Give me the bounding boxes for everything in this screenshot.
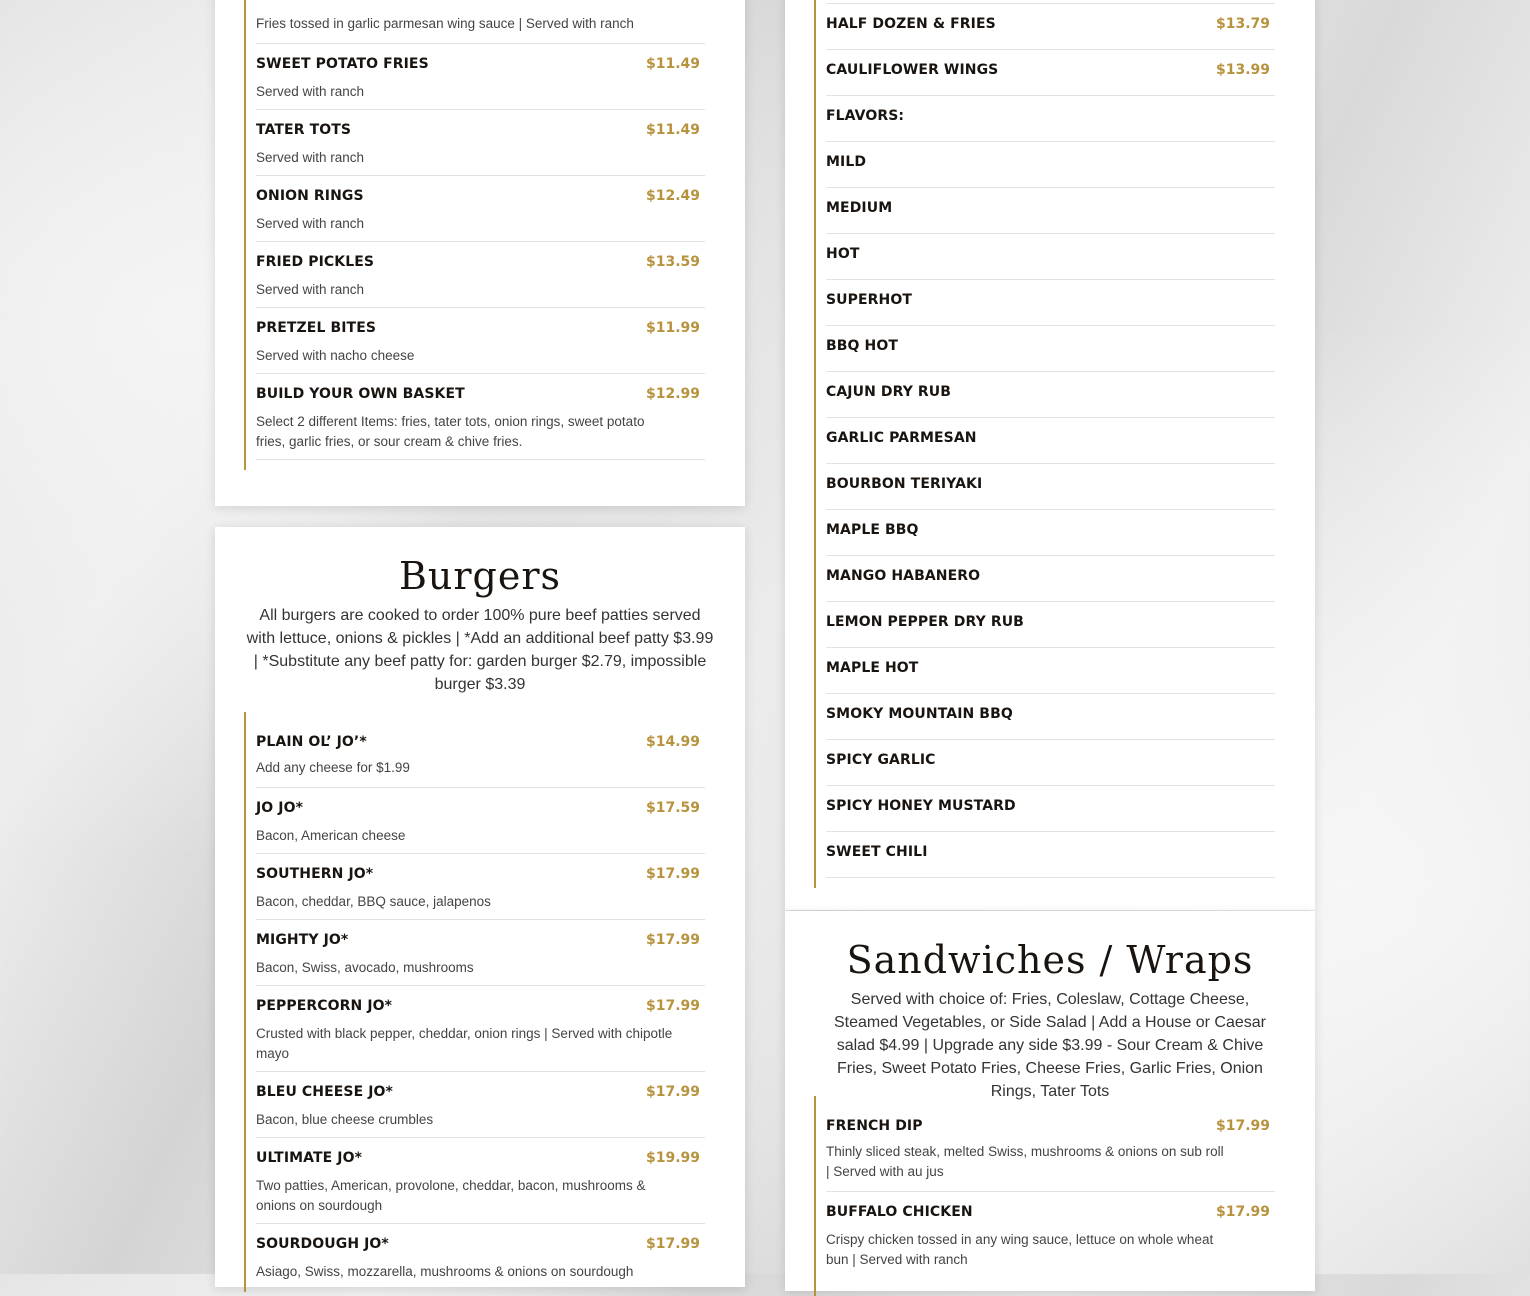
item-desc: Fries tossed in garlic parmesan wing sauce | Served with ranch [256, 16, 634, 31]
burgers-panel [215, 527, 745, 1287]
menu-item [256, 712, 705, 788]
item-name: SMOKY MOUNTAIN BBQ [826, 706, 1013, 722]
item-desc: Served with ranch [256, 150, 365, 165]
item-name: ULTIMATE JO* [256, 1150, 363, 1166]
flavor-item [826, 280, 1275, 326]
menu-item [256, 242, 705, 308]
item-price: $13.79 [1215, 16, 1270, 32]
item-name: MIGHTY JO* [256, 932, 349, 948]
item-desc: Served with ranch [256, 216, 365, 231]
sandwiches-panel [785, 911, 1315, 1291]
flavor-item [826, 372, 1275, 418]
item-name: SUPERHOT [826, 292, 913, 308]
item-desc: Bacon, Swiss, avocado, mushrooms [256, 960, 474, 975]
item-desc: Served with ranch [256, 84, 365, 99]
item-desc: Bacon, cheddar, BBQ sauce, jalapenos [256, 894, 491, 909]
item-name: CAJUN DRY RUB [826, 384, 952, 400]
flavor-item [826, 648, 1275, 694]
section-title: Sandwiches / Wraps [846, 938, 1254, 982]
item-name: PRETZEL BITES [256, 320, 377, 336]
flavor-item [826, 510, 1275, 556]
menu-item [256, 0, 705, 44]
item-name: SWEET CHILI [826, 844, 928, 860]
item-name: MAPLE HOT [826, 660, 919, 676]
sides-panel [215, 0, 745, 506]
item-name: PEPPERCORN JO* [256, 998, 393, 1014]
flavor-item [826, 786, 1275, 832]
item-price: $17.99 [645, 932, 700, 948]
item-name: SWEET POTATO FRIES [256, 56, 429, 72]
menu-item [256, 1138, 705, 1224]
menu-item [826, 50, 1275, 96]
item-price: $14.99 [645, 734, 700, 750]
flavor-item [826, 556, 1275, 602]
item-price: $19.99 [645, 1150, 700, 1166]
sides-list [244, 0, 705, 470]
flavor-item [826, 326, 1275, 372]
item-name: FRENCH DIP [826, 1118, 923, 1134]
item-price: $17.99 [645, 1084, 700, 1100]
wings-list [814, 0, 1275, 888]
item-name: CAULIFLOWER WINGS [826, 62, 999, 78]
item-price: $17.99 [645, 1236, 700, 1252]
item-name: PLAIN OL’ JO’* [256, 734, 367, 750]
flavor-item [826, 142, 1275, 188]
item-price: $13.99 [1215, 62, 1270, 78]
item-name: JO JO* [256, 800, 304, 816]
item-name: SPICY GARLIC [826, 752, 936, 768]
flavor-item [826, 418, 1275, 464]
menu-item [826, 4, 1275, 50]
wings-panel [785, 0, 1315, 910]
flavor-item [826, 740, 1275, 786]
item-name: ONION RINGS [256, 188, 364, 204]
item-name: BUILD YOUR OWN BASKET [256, 386, 465, 402]
item-name: BUFFALO CHICKEN [826, 1204, 973, 1220]
item-desc: Served with nacho cheese [256, 348, 415, 363]
menu-item [256, 176, 705, 242]
item-price: $12.99 [645, 386, 700, 402]
item-desc: Bacon, blue cheese crumbles [256, 1112, 434, 1127]
menu-item [256, 374, 705, 460]
flavor-item [826, 694, 1275, 740]
menu-item [256, 44, 705, 110]
item-desc: Two patties, American, provolone, cheddar, bacon, mushrooms & onions on sourdough [256, 1178, 646, 1213]
section-intro: Served with choice of: Fries, Coleslaw, Cottage Cheese, Steamed Vegetables, or Side Salad | Add a House or Caesar salad $4.99 | Upgrade any side $3.99 - Sour Cream & Chive Fries, Sweet Potato Fries, Cheese Fries, Garlic Fries, Onion Rings, Tater Tots [834, 991, 1266, 1100]
item-price: $17.99 [1215, 1118, 1270, 1134]
item-price: $11.49 [645, 56, 700, 72]
item-price: $17.59 [645, 800, 700, 816]
item-name: MEDIUM [826, 200, 893, 216]
section-intro: All burgers are cooked to order 100% pure beef patties served with lettuce, onions & pickles | *Add an additional beef patty $3.99 | *Substitute any beef patty for: garden burger $2.79, impossible burger $3.39 [246, 607, 714, 693]
item-price: $17.99 [645, 998, 700, 1014]
menu-item [256, 308, 705, 374]
item-name: TATER TOTS [256, 122, 352, 138]
item-name: FRIED PICKLES [256, 254, 375, 270]
flavor-item [826, 832, 1275, 878]
item-name: BOURBON TERIYAKI [826, 476, 983, 492]
item-name: BBQ HOT [826, 338, 898, 354]
item-price: $13.59 [645, 254, 700, 270]
item-name: MILD [826, 154, 867, 170]
menu-item [826, 1096, 1275, 1192]
item-name: LEMON PEPPER DRY RUB [826, 614, 1024, 630]
item-name: MANGO HABANERO [826, 568, 981, 584]
menu-item [256, 920, 705, 986]
menu-item [256, 110, 705, 176]
item-name: SOURDOUGH JO* [256, 1236, 389, 1252]
flavor-item [826, 602, 1275, 648]
item-price: $17.99 [1215, 1204, 1270, 1220]
menu-item [826, 1192, 1275, 1282]
menu-item [256, 1072, 705, 1138]
item-desc: Asiago, Swiss, mozzarella, mushrooms & onions on sourdough [256, 1264, 634, 1279]
item-name: SOUTHERN JO* [256, 866, 374, 882]
item-name: FLAVORS: [826, 108, 905, 124]
item-price: $12.49 [645, 188, 700, 204]
item-desc: Bacon, American cheese [256, 828, 406, 843]
burgers-list [244, 712, 705, 1292]
item-desc: Crispy chicken tossed in any wing sauce, lettuce on whole wheat bun | Served with ranch [826, 1232, 1214, 1267]
menu-item [256, 854, 705, 920]
item-desc: Thinly sliced steak, melted Swiss, mushrooms & onions on sub roll | Served with au jus [826, 1144, 1224, 1179]
item-desc: Crusted with black pepper, cheddar, onion rings | Served with chipotle mayo [256, 1026, 673, 1061]
menu-item [256, 986, 705, 1072]
item-desc: Served with ranch [256, 282, 365, 297]
flavor-item [826, 234, 1275, 280]
item-name: MAPLE BBQ [826, 522, 919, 538]
flavor-item [826, 188, 1275, 234]
item-desc: Select 2 different Items: fries, tater tots, onion rings, sweet potato fries, garlic fries, or sour cream & chive fries. [256, 414, 645, 449]
flavors-heading [826, 96, 1275, 142]
item-price: $17.99 [645, 866, 700, 882]
sandwiches-list [814, 1096, 1275, 1296]
item-name: SPICY HONEY MUSTARD [826, 798, 1016, 814]
item-name: HOT [826, 246, 860, 262]
menu-item [256, 788, 705, 854]
item-name: HALF DOZEN & FRIES [826, 16, 996, 32]
item-desc: Add any cheese for $1.99 [256, 760, 410, 775]
item-price: $11.99 [645, 320, 700, 336]
item-price: $11.49 [645, 122, 700, 138]
menu-item [256, 1224, 705, 1290]
item-name: BLEU CHEESE JO* [256, 1084, 393, 1100]
section-title: Burgers [398, 554, 562, 598]
item-name: GARLIC PARMESAN [826, 430, 977, 446]
flavor-item [826, 464, 1275, 510]
